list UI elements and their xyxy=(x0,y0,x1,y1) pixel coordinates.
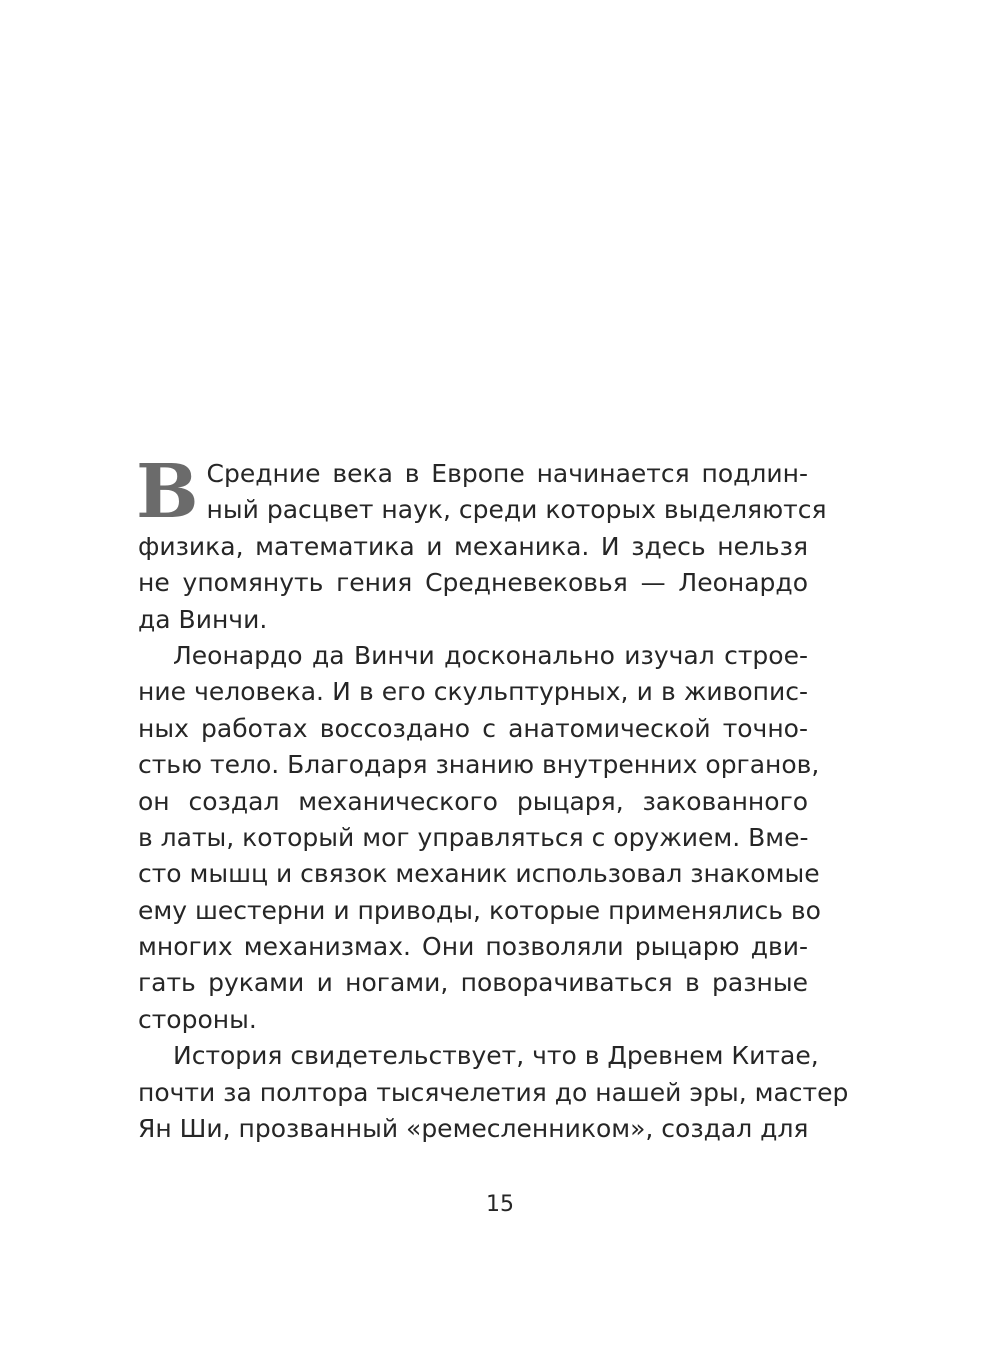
paragraph-3 xyxy=(138,1038,849,1147)
text-line: физика, математика и механика. И здесь нельзя xyxy=(138,531,808,561)
text-line: не упомянуть гения Средневековья — Леонардо xyxy=(138,568,808,598)
text-line: ему шестерни и приводы, которые применялись во xyxy=(138,895,821,925)
text-line: Леонардо да Винчи досконально изучал строе- xyxy=(173,640,808,670)
text-line: ный расцвет наук, среди которых выделяются xyxy=(206,495,827,525)
text-line: стороны. xyxy=(138,1004,257,1034)
text-line: Ян Ши, прозванный «ремесленником», создал для xyxy=(138,1114,809,1144)
text-line: он создал механического рыцаря, закованного xyxy=(138,786,808,816)
text-line: История свидетельствует, что в Древнем Китае, xyxy=(173,1041,819,1071)
text-line: многих механизмах. Они позволяли рыцарю дви- xyxy=(138,932,808,962)
text-line: Средние века в Европе начинается подлин- xyxy=(206,459,808,488)
text-line: в латы, который мог управляться с оружием. Вме- xyxy=(138,822,809,852)
page-number: 15 xyxy=(486,1192,514,1217)
text-line: да Винчи. xyxy=(138,604,268,634)
text-line: почти за полтора тысячелетия до нашей эры, мастер xyxy=(138,1077,849,1107)
text-line: стью тело. Благодаря знанию внутренних органов, xyxy=(138,750,820,780)
drop-cap: В xyxy=(136,449,199,535)
text-line: гать руками и ногами, поворачиваться в разные xyxy=(138,968,808,998)
text-line: сто мышц и связок механик использовал знакомые xyxy=(138,859,820,889)
text-line: ных работах воссоздано с анатомической точно- xyxy=(138,713,808,743)
text-line: ние человека. И в его скульптурных, и в живопис- xyxy=(138,677,808,707)
body-text xyxy=(136,449,849,1147)
paragraph-2 xyxy=(138,638,821,1038)
paragraph-1 xyxy=(136,449,827,638)
